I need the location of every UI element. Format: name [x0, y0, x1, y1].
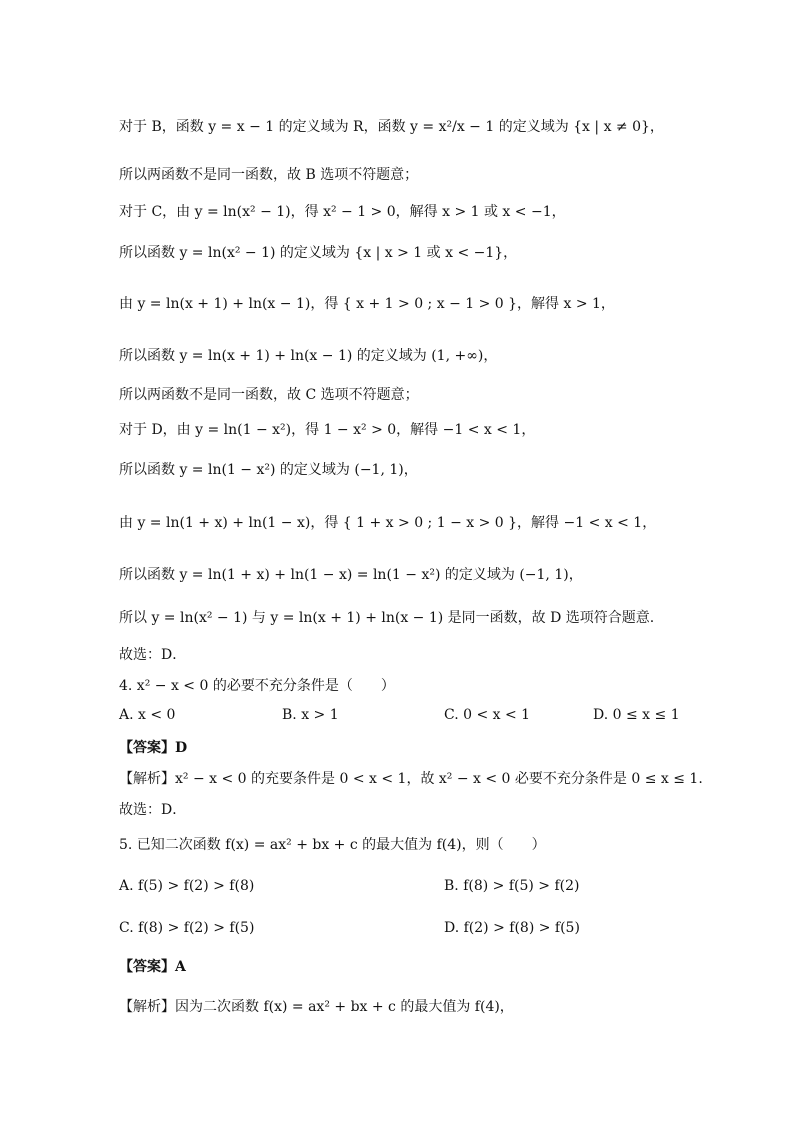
text-line: 所以两函数不是同一函数，故 B 选项不符题意；: [119, 167, 419, 183]
text-line: 对于 B，函数 y = x − 1 的定义域为 R，函数 y = x²/x − 1 的定义域为 {x | x ≠ 0}，: [119, 119, 664, 135]
text-line: 所以函数 y = ln(1 − x²) 的定义域为 (−1, 1)，: [119, 462, 418, 478]
option-d: D. f(2) > f(8) > f(5): [444, 920, 580, 936]
text-line: 所以两函数不是同一函数，故 C 选项不符题意；: [119, 387, 419, 403]
answer-label: 【答案】A: [119, 959, 186, 975]
text-line: 所以函数 y = ln(1 + x) + ln(1 − x) = ln(1 − x²) 的定义域为 (−1, 1)，: [119, 567, 583, 583]
text-line: 对于 C，由 y = ln(x² − 1)，得 x² − 1 > 0，解得 x > 1 或 x < −1，: [119, 204, 566, 220]
option-b: B. f(8) > f(5) > f(2): [444, 878, 580, 894]
analysis-text: 【解析】因为二次函数 f(x) = ax² + bx + c 的最大值为 f(4)，: [119, 999, 514, 1015]
text-line: 故选：D．: [119, 802, 187, 818]
text-line: 由 y = ln(x + 1) + ln(x − 1)，得 { x + 1 > 0 ; x − 1 > 0 }，解得 x > 1，: [119, 296, 615, 312]
option-b: B. x > 1: [282, 707, 339, 723]
text-line: 所以 y = ln(x² − 1) 与 y = ln(x + 1) + ln(x − 1) 是同一函数，故 D 选项符合题意.: [119, 610, 655, 626]
option-c: C. f(8) > f(2) > f(5): [119, 920, 255, 936]
text-line: 所以函数 y = ln(x + 1) + ln(x − 1) 的定义域为 (1, +∞)，: [119, 348, 498, 364]
question-4-stem: 4. x² − x < 0 的必要不充分条件是（ ）: [119, 678, 395, 694]
text-line: 所以函数 y = ln(x² − 1) 的定义域为 {x | x > 1 或 x < −1}，: [119, 245, 518, 261]
question-5-stem: 5. 已知二次函数 f(x) = ax² + bx + c 的最大值为 f(4)，则（ ）: [119, 837, 546, 853]
text-line: 对于 D，由 y = ln(1 − x²)，得 1 − x² > 0，解得 −1 < x < 1，: [119, 422, 536, 438]
text-line: 故选：D．: [119, 647, 187, 663]
text-line: 由 y = ln(1 + x) + ln(1 − x)，得 { 1 + x > 0 ; 1 − x > 0 }，解得 −1 < x < 1，: [119, 515, 657, 531]
analysis-text: 【解析】x² − x < 0 的充要条件是 0 < x < 1，故 x² − x < 0 必要不充分条件是 0 ≤ x ≤ 1.: [119, 771, 703, 787]
option-a: A. x < 0: [119, 707, 176, 723]
answer-label: 【答案】D: [119, 740, 188, 756]
option-a: A. f(5) > f(2) > f(8): [119, 878, 255, 894]
option-d: D. 0 ≤ x ≤ 1: [593, 707, 680, 723]
option-c: C. 0 < x < 1: [444, 707, 531, 723]
